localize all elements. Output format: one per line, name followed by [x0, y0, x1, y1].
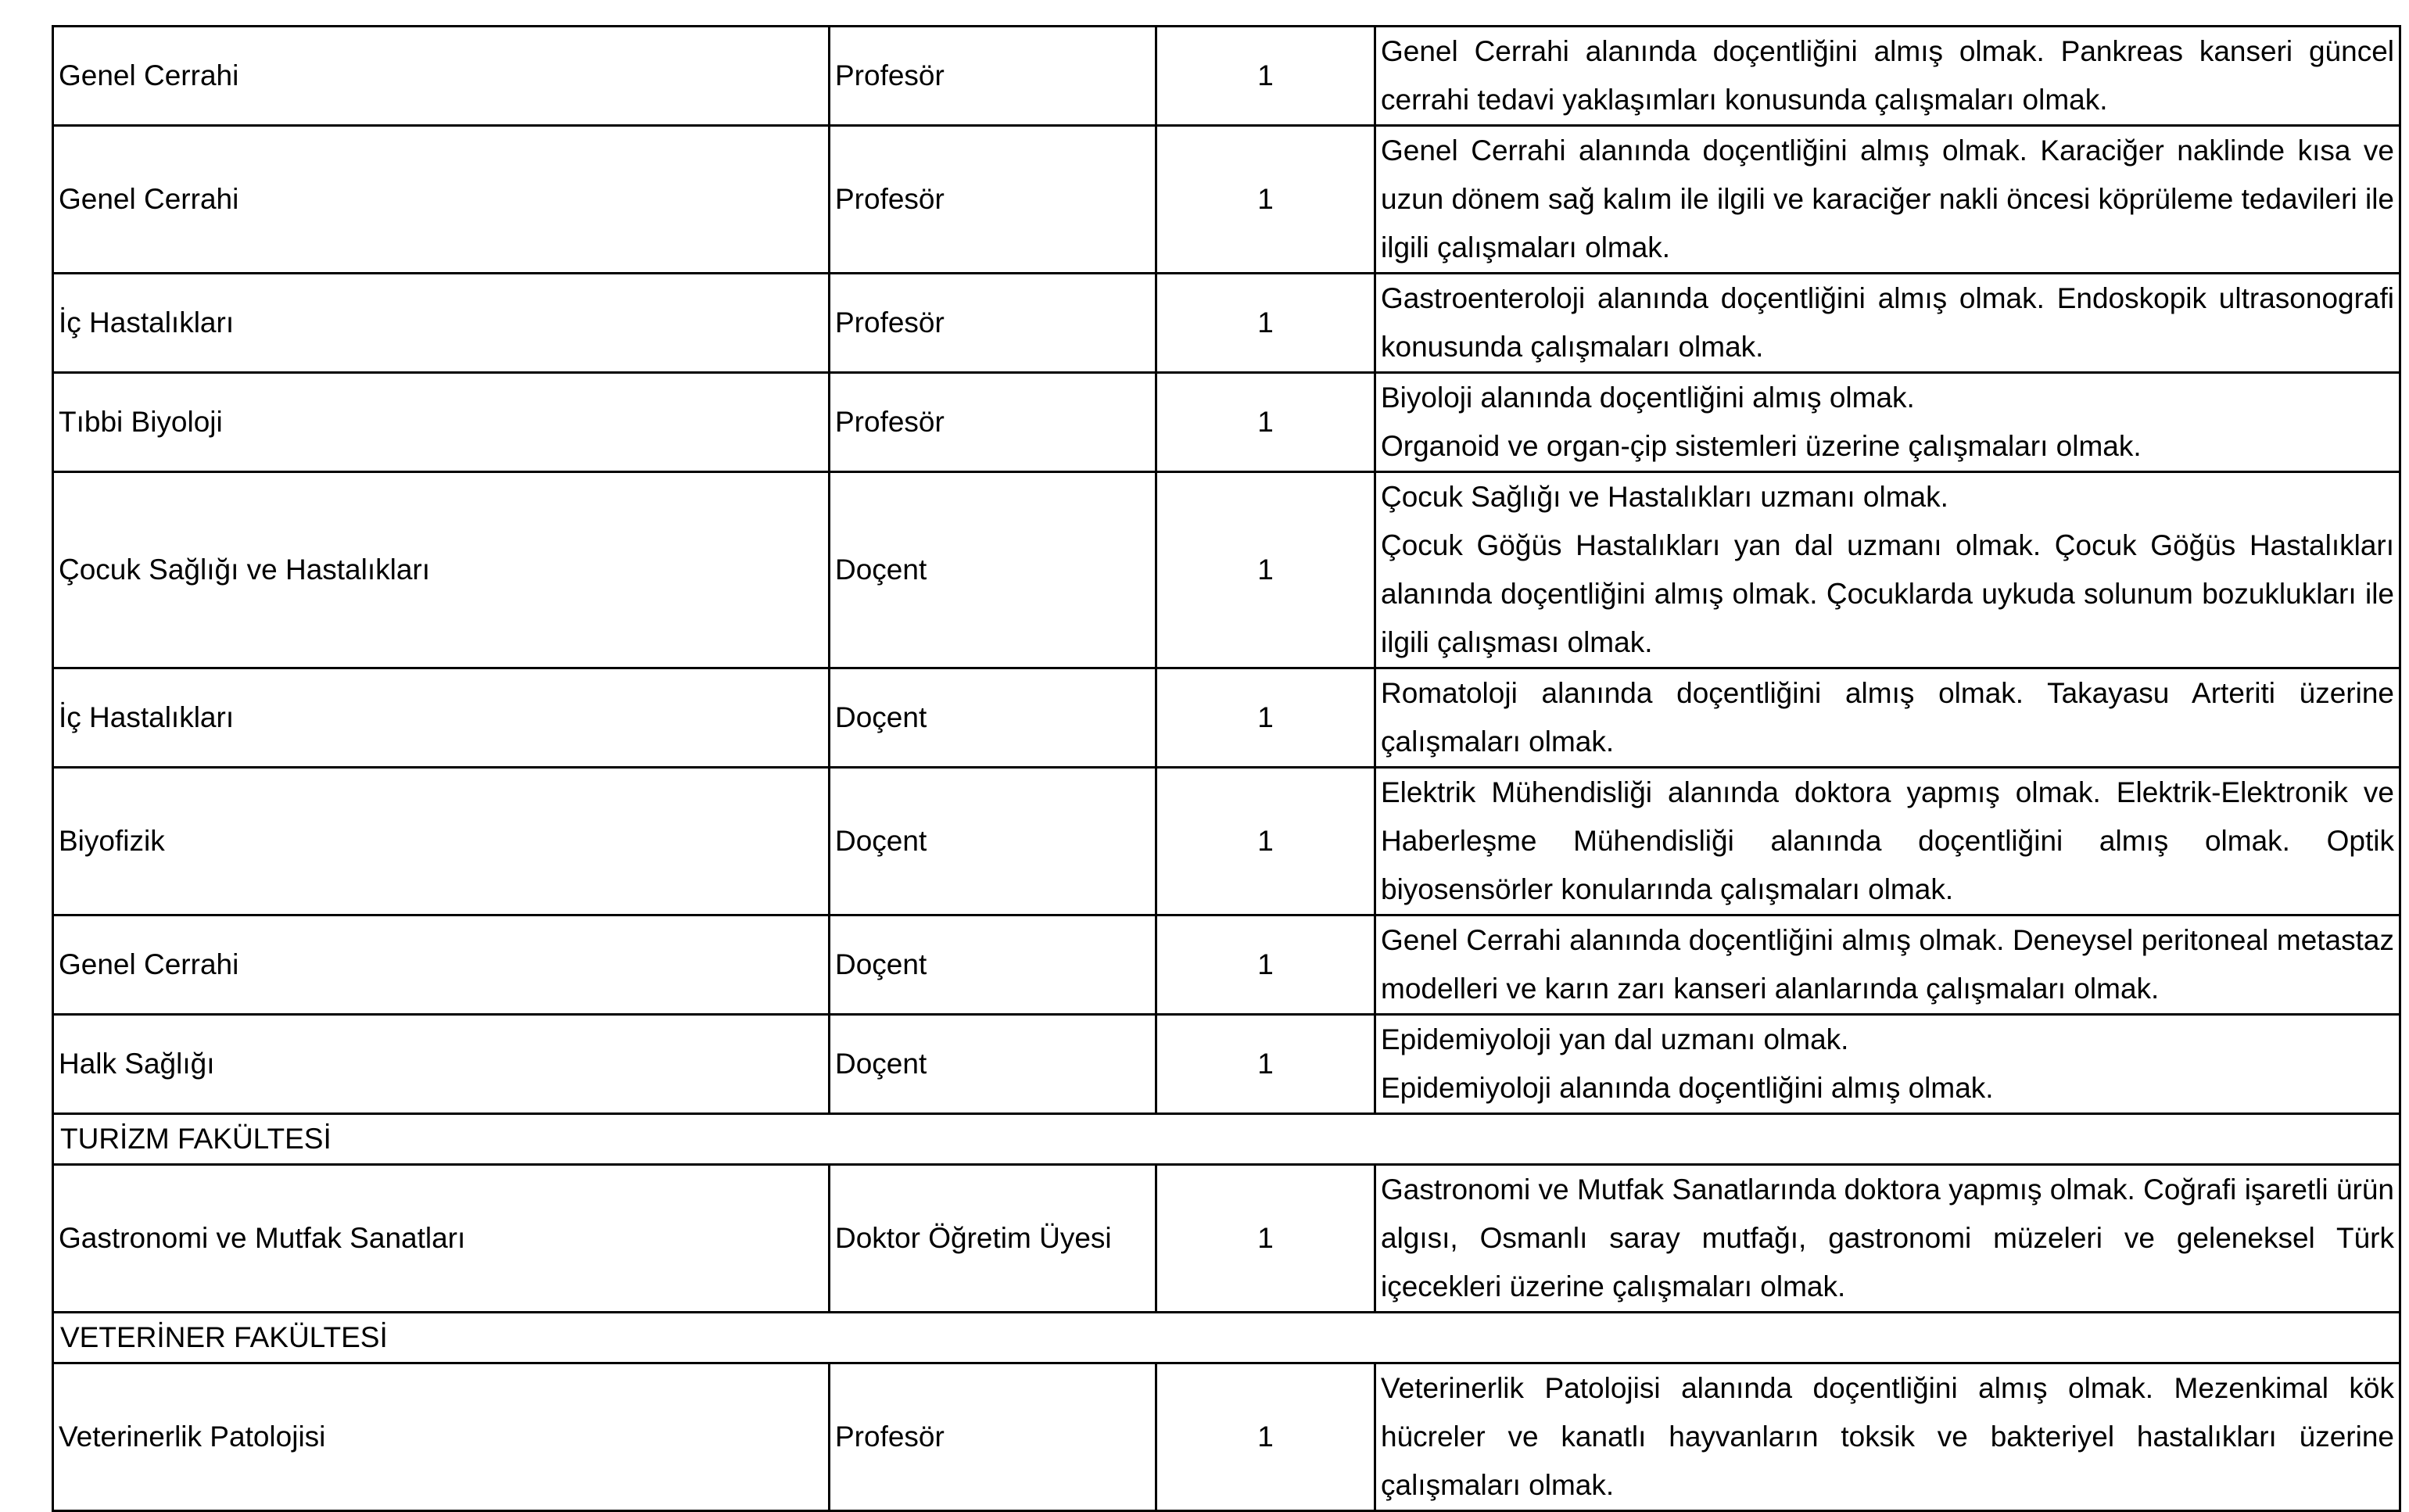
faculty-name: VETERİNER FAKÜLTESİ	[53, 1313, 2400, 1363]
requirement-text: Epidemiyoloji alanında doçentliğini almış olmak.	[1381, 1072, 1994, 1104]
requirements-cell	[1375, 1165, 2400, 1313]
table-row	[53, 1363, 2400, 1511]
table-row	[53, 126, 2400, 274]
requirement-text: Genel Cerrahi alanında doçentliğini almış olmak. Pankreas kanseri güncel cerrahi tedavi yaklaşımları konusunda çalışmaları olmak.	[1381, 35, 2394, 116]
requirements-cell	[1375, 1015, 2400, 1114]
academic-title-cell: Profesör	[830, 373, 1156, 472]
requirements-cell	[1375, 915, 2400, 1015]
requirements-cell	[1375, 1363, 2400, 1511]
academic-title-cell: Profesör	[830, 27, 1156, 126]
position-count-cell: 1	[1156, 472, 1375, 668]
department-cell: Çocuk Sağlığı ve Hastalıkları	[53, 472, 830, 668]
requirement-text: Veterinerlik Patolojisi alanında doçentliğini almış olmak. Mezenkimal kök hücreler ve kanatlı hayvanların toksik ve bakteriyel hastalıkları üzerine çalışmaları olmak.	[1381, 1372, 2394, 1501]
position-count-cell: 1	[1156, 274, 1375, 373]
requirements-cell	[1375, 274, 2400, 373]
faculty-header-row	[53, 1313, 2400, 1363]
table-row	[53, 27, 2400, 126]
requirement-text: Romatoloji alanında doçentliğini almış olmak. Takayasu Arteriti üzerine çalışmaları olmak.	[1381, 677, 2394, 758]
requirement-text: Genel Cerrahi alanında doçentliğini almış olmak. Karaciğer naklinde kısa ve uzun dönem sağ kalım ile ilgili ve karaciğer nakli öncesi köprüleme tedavileri ile ilgili çalışmaları olmak.	[1381, 134, 2394, 263]
requirement-text: Gastroenteroloji alanında doçentliğini almış olmak. Endoskopik ultrasonografi konusunda çalışmaları olmak.	[1381, 282, 2394, 363]
table-row	[53, 1165, 2400, 1313]
positions-table	[52, 25, 2401, 1512]
table-row	[53, 274, 2400, 373]
table-row	[53, 373, 2400, 472]
academic-title-cell: Doçent	[830, 1015, 1156, 1114]
requirement-text: Genel Cerrahi alanında doçentliğini almış olmak. Deneysel peritoneal metastaz modelleri ve karın zarı kanseri alanlarında çalışmaları olmak.	[1381, 924, 2394, 1005]
requirement-text: Organoid ve organ-çip sistemleri üzerine çalışmaları olmak.	[1381, 430, 2142, 462]
table-row	[53, 472, 2400, 668]
position-count-cell: 1	[1156, 126, 1375, 274]
position-count-cell: 1	[1156, 1165, 1375, 1313]
department-cell: Genel Cerrahi	[53, 27, 830, 126]
department-cell: İç Hastalıkları	[53, 274, 830, 373]
requirements-cell	[1375, 373, 2400, 472]
requirements-cell	[1375, 472, 2400, 668]
academic-title-cell: Doçent	[830, 668, 1156, 768]
faculty-header-row	[53, 1114, 2400, 1165]
academic-title-cell: Doktor Öğretim Üyesi	[830, 1165, 1156, 1313]
position-count-cell: 1	[1156, 668, 1375, 768]
requirement-text: Gastronomi ve Mutfak Sanatlarında doktora yapmış olmak. Coğrafi işaretli ürün algısı, Osmanlı saray mutfağı, gastronomi müzeleri ve geleneksel Türk içecekleri üzerine çalışmaları olmak.	[1381, 1173, 2394, 1302]
requirement-text: Epidemiyoloji yan dal uzmanı olmak.	[1381, 1023, 1849, 1055]
table-row	[53, 768, 2400, 915]
department-cell: Genel Cerrahi	[53, 915, 830, 1015]
requirements-cell	[1375, 668, 2400, 768]
academic-title-cell: Doçent	[830, 915, 1156, 1015]
position-count-cell: 1	[1156, 1363, 1375, 1511]
requirements-cell	[1375, 768, 2400, 915]
requirements-cell	[1375, 27, 2400, 126]
department-cell: Tıbbi Biyoloji	[53, 373, 830, 472]
department-cell: İç Hastalıkları	[53, 668, 830, 768]
requirements-cell	[1375, 126, 2400, 274]
requirement-text: Çocuk Göğüs Hastalıkları yan dal uzmanı olmak. Çocuk Göğüs Hastalıkları alanında doçentliğini almış olmak. Çocuklarda uykuda solunum bozuklukları ile ilgili çalışması olmak.	[1381, 529, 2394, 658]
requirement-text: Biyoloji alanında doçentliğini almış olmak.	[1381, 382, 1915, 414]
position-count-cell: 1	[1156, 915, 1375, 1015]
table-row	[53, 1015, 2400, 1114]
department-cell: Veterinerlik Patolojisi	[53, 1363, 830, 1511]
requirement-text: Elektrik Mühendisliği alanında doktora yapmış olmak. Elektrik-Elektronik ve Haberleşme Mühendisliği alanında doçentliğini almış olmak. Optik biyosensörler konularında çalışmaları olmak.	[1381, 776, 2394, 905]
department-cell: Gastronomi ve Mutfak Sanatları	[53, 1165, 830, 1313]
academic-title-cell: Profesör	[830, 1363, 1156, 1511]
table-row	[53, 668, 2400, 768]
department-cell: Halk Sağlığı	[53, 1015, 830, 1114]
academic-title-cell: Profesör	[830, 274, 1156, 373]
position-count-cell: 1	[1156, 1015, 1375, 1114]
position-count-cell: 1	[1156, 373, 1375, 472]
department-cell: Genel Cerrahi	[53, 126, 830, 274]
position-count-cell: 1	[1156, 27, 1375, 126]
academic-title-cell: Doçent	[830, 768, 1156, 915]
position-count-cell: 1	[1156, 768, 1375, 915]
positions-table-container	[52, 25, 2401, 1512]
academic-title-cell: Doçent	[830, 472, 1156, 668]
positions-table-body	[53, 27, 2400, 1511]
requirement-text: Çocuk Sağlığı ve Hastalıkları uzmanı olmak.	[1381, 481, 1948, 513]
faculty-name: TURİZM FAKÜLTESİ	[53, 1114, 2400, 1165]
department-cell: Biyofizik	[53, 768, 830, 915]
table-row	[53, 915, 2400, 1015]
academic-title-cell: Profesör	[830, 126, 1156, 274]
